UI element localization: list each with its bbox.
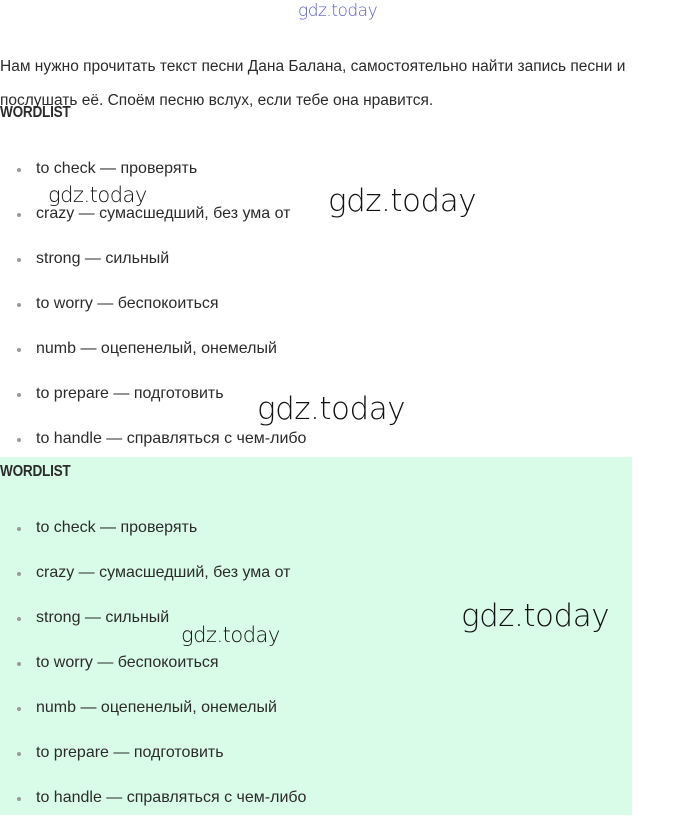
list-item-text: numb — оцепенелый, онемелый — [36, 699, 277, 716]
list-item — [0, 653, 306, 698]
list-item — [0, 743, 306, 788]
list-item-text: crazy — сумасшедший, без ума от — [36, 564, 291, 581]
watermark: gdz.today — [181, 623, 280, 647]
list-item-text: to check — проверять — [36, 160, 198, 177]
list-item — [0, 249, 306, 294]
list-item-text: to worry — беспокоиться — [36, 295, 219, 312]
watermark: gdz.today — [328, 183, 477, 219]
watermark: gdz.today — [461, 598, 610, 634]
wordlist-heading-highlighted: WORDLIST — [0, 463, 71, 480]
bullet-icon — [17, 707, 21, 711]
list-item-text: strong — сильный — [36, 250, 170, 267]
wordlist-heading: WORDLIST — [0, 104, 71, 121]
list-item-text: to prepare — подготовить — [36, 744, 224, 761]
watermark-top: gdz.today — [298, 1, 378, 21]
bullet-icon — [17, 572, 21, 576]
list-item — [0, 294, 306, 339]
list-item — [0, 204, 306, 249]
bullet-icon — [17, 168, 21, 172]
list-item — [0, 788, 306, 833]
list-item-text: to worry — беспокоиться — [36, 654, 219, 671]
bullet-icon — [17, 348, 21, 352]
bullet-icon — [17, 527, 21, 531]
wordlist-list-highlighted — [0, 518, 306, 833]
list-item-text: crazy — сумасшедший, без ума от — [36, 205, 291, 222]
bullet-icon — [17, 752, 21, 756]
watermark: gdz.today — [257, 391, 406, 427]
list-item-text: numb — оцепенелый, онемелый — [36, 340, 277, 357]
bullet-icon — [17, 303, 21, 307]
list-item-text: to handle — справляться с чем-либо — [36, 789, 307, 806]
list-item-text: strong — сильный — [36, 609, 170, 626]
list-item-text: to handle — справляться с чем-либо — [36, 430, 307, 447]
list-item — [0, 698, 306, 743]
list-item — [0, 563, 306, 608]
list-item-text: to prepare — подготовить — [36, 385, 224, 402]
bullet-icon — [17, 438, 21, 442]
bullet-icon — [17, 213, 21, 217]
list-item — [0, 518, 306, 563]
bullet-icon — [17, 662, 21, 666]
list-item — [0, 159, 306, 204]
bullet-icon — [17, 797, 21, 801]
list-item-text: to check — проверять — [36, 519, 198, 536]
watermark: gdz.today — [48, 183, 147, 207]
list-item — [0, 339, 306, 384]
intro-paragraph: Нам нужно прочитать текст песни Дана Балана, самостоятельно найти запись песни и послушать её. Споём песню вслух, если тебе она нравится. — [0, 57, 626, 109]
bullet-icon — [17, 617, 21, 621]
bullet-icon — [17, 258, 21, 262]
bullet-icon — [17, 393, 21, 397]
